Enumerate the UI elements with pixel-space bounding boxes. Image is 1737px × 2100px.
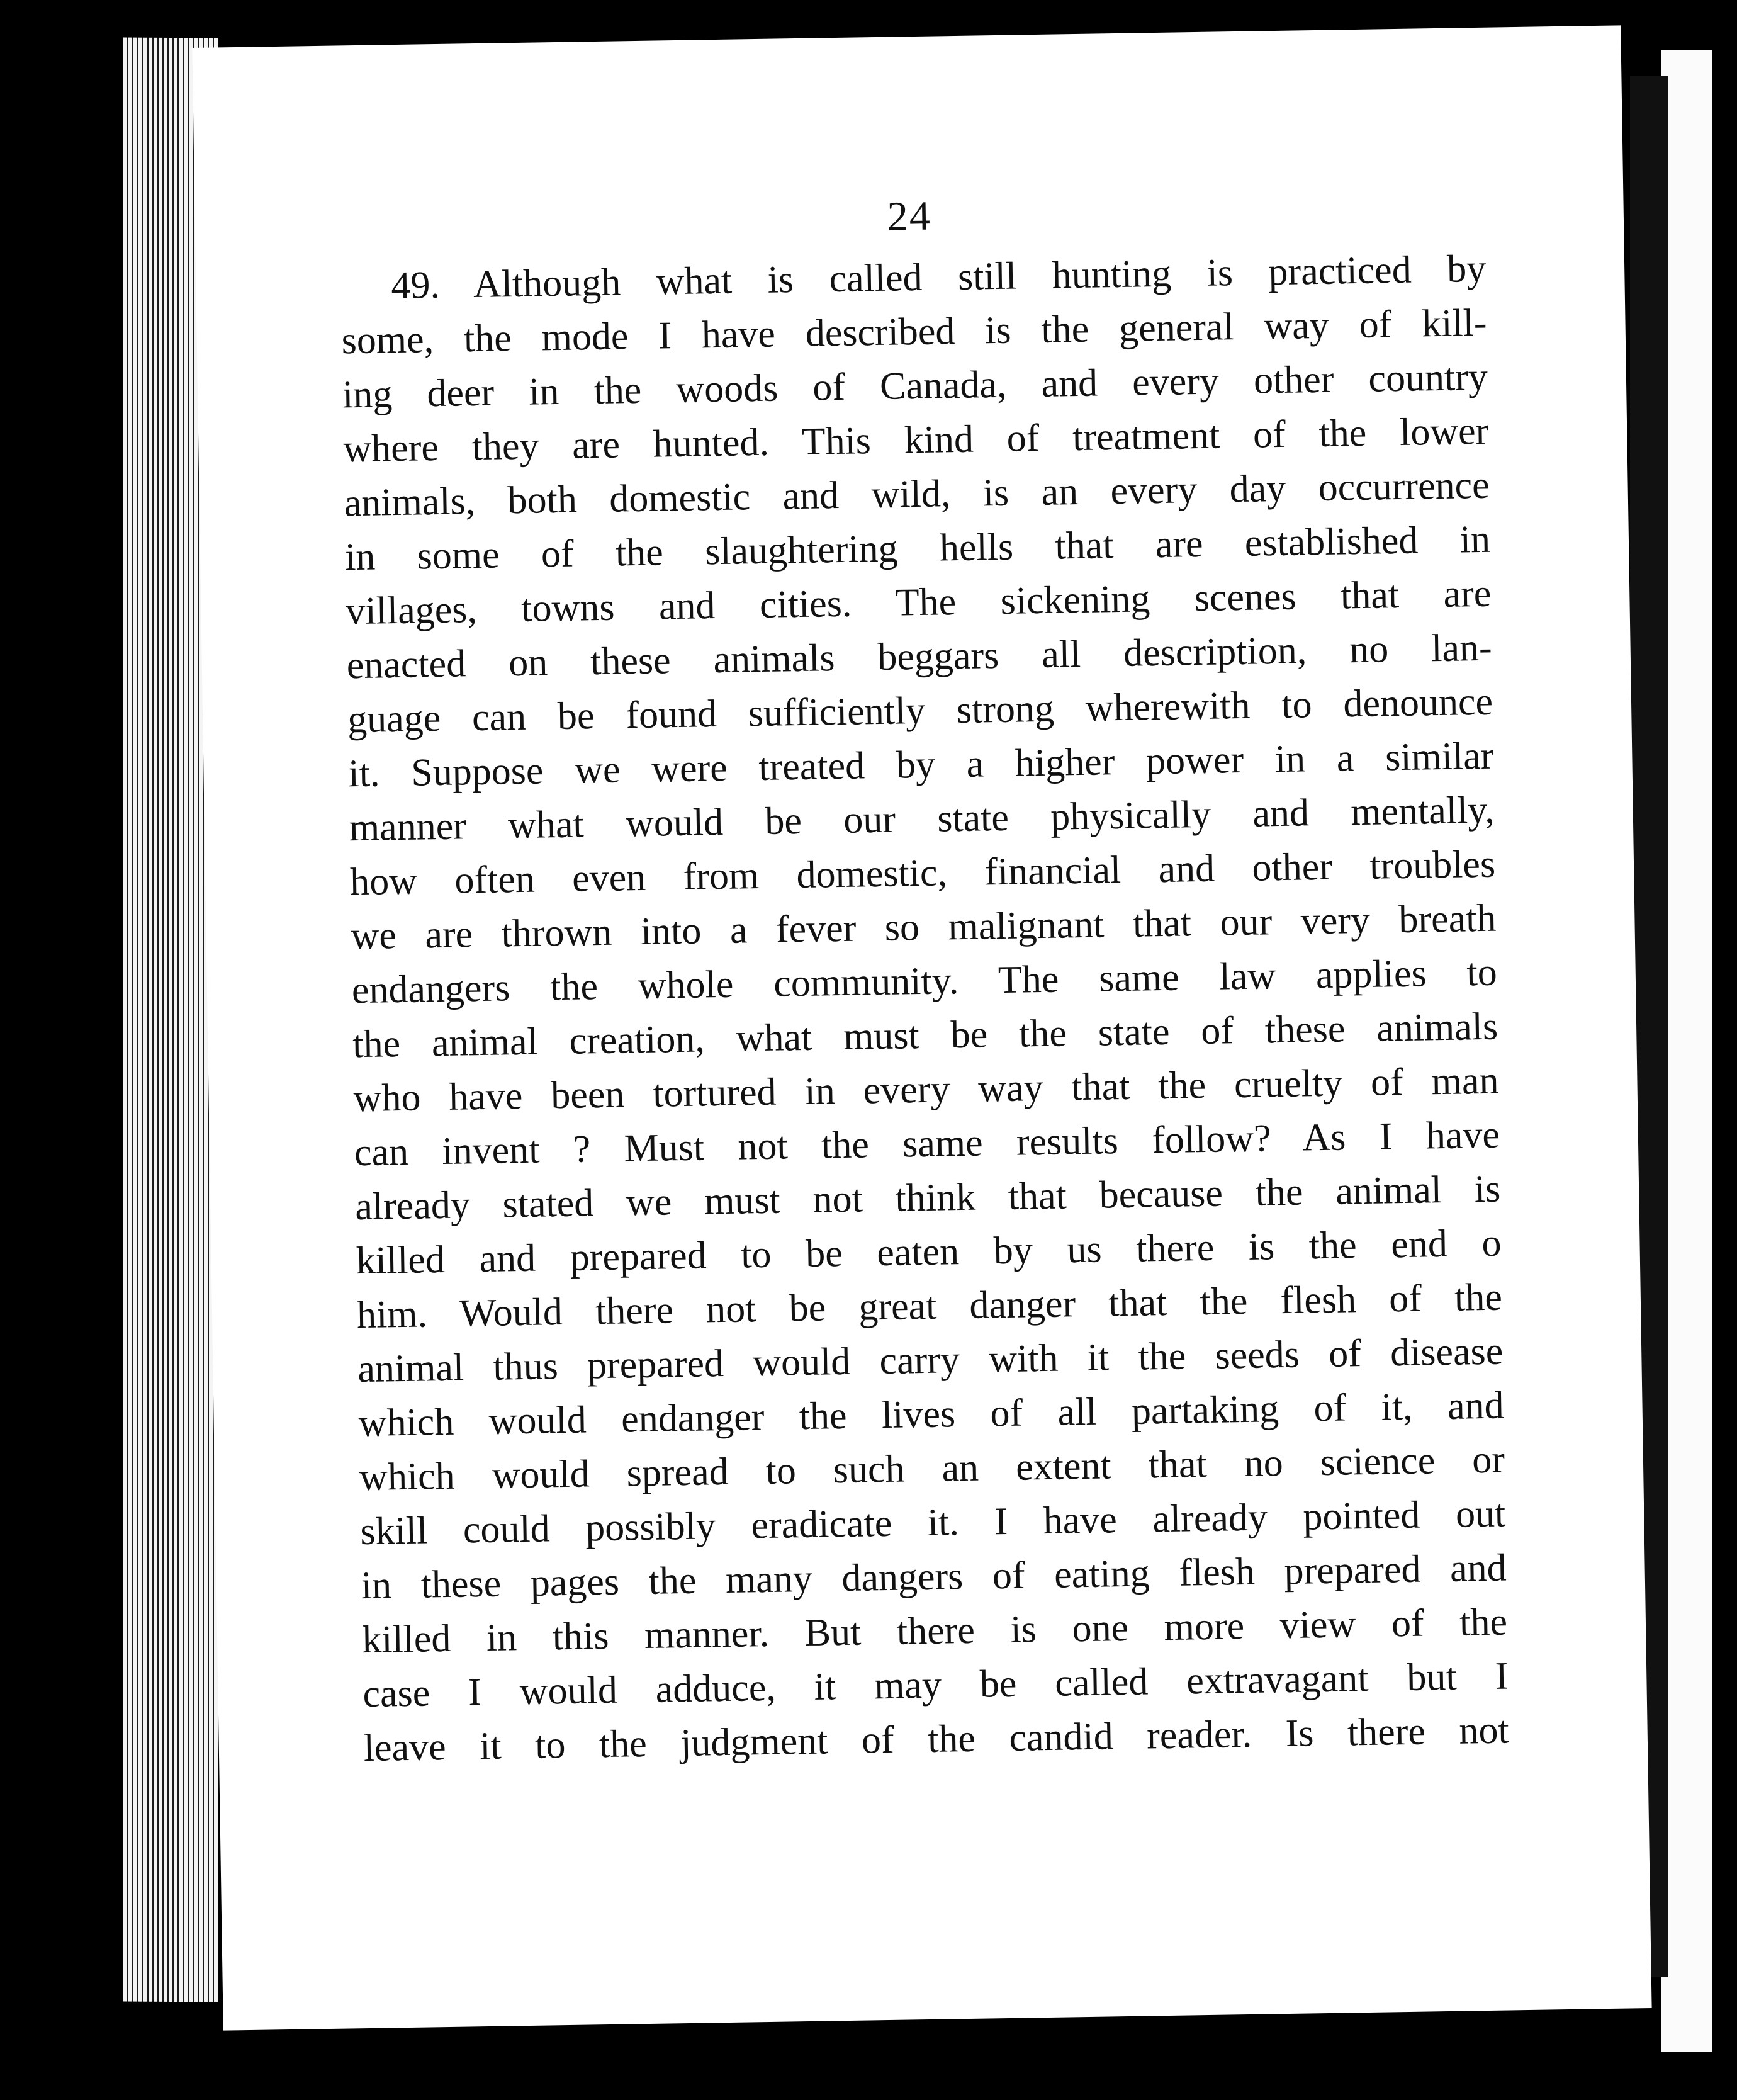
text-line: which would endanger the lives of all partaking of it, and (358, 1384, 1505, 1445)
text-line: him. Would there not be great danger that the flesh of the (356, 1275, 1503, 1337)
text-line: how often even from domestic, financial and other troubles (349, 842, 1496, 904)
facing-page-edge (1661, 50, 1712, 2052)
text-line: in these pages the many dangers of eating flesh prepared and (361, 1546, 1507, 1608)
text-line: 49. Although what is called still hunting is practiced by (390, 247, 1487, 308)
text-line: case I would adduce, it may be called extravagant but I (362, 1654, 1509, 1716)
text-line: leave it to the judgment of the candid reader. Is there not (363, 1708, 1510, 1770)
text-line: killed in this manner. But there is one more view of the (361, 1600, 1508, 1662)
text-line: we are thrown into a fever so malignant that our very breath (351, 896, 1497, 958)
text-line: manner what would be our state physically and mentally, (349, 788, 1495, 850)
text-line: which would spread to such an extent that no science or (359, 1438, 1505, 1499)
text-line: killed and prepared to be eaten by us there is the end o (356, 1221, 1502, 1283)
page-number: 24 (887, 193, 932, 240)
body-text (340, 242, 1510, 1775)
text-line: animals, both domestic and wild, is an every day occurrence (344, 463, 1490, 525)
text-line: can invent ? Must not the same results follow? As I have (354, 1113, 1500, 1175)
text-line: it. Suppose we were treated by a higher power in a similar (348, 734, 1494, 796)
text-line: in some of the slaughtering hells that are established in (344, 517, 1491, 579)
text-line: endangers the whole community. The same law applies to (351, 951, 1498, 1012)
book-page (192, 25, 1651, 2030)
text-line: guage can be found sufficiently strong wherewith to denounce (347, 680, 1493, 742)
text-line: the animal creation, what must be the state of these animals (352, 1005, 1498, 1066)
text-line: who have been tortured in every way that the cruelty of man (353, 1059, 1499, 1121)
text-line: animal thus prepared would carry with it the seeds of disease (357, 1329, 1504, 1391)
text-line: enacted on these animals beggars all description, no lan- (346, 626, 1493, 687)
text-line: some, the mode I have described is the general way of kill- (341, 301, 1488, 363)
text-line: skill could possibly eradicate it. I have already pointed out (359, 1492, 1506, 1554)
text-line: where they are hunted. This kind of treatment of the lower (342, 409, 1489, 471)
text-line: already stated we must not think that because the animal is (354, 1167, 1501, 1229)
text-line: villages, towns and cities. The sickening scenes that are (345, 572, 1492, 633)
text-line: ing deer in the woods of Canada, and every other country (342, 355, 1488, 417)
